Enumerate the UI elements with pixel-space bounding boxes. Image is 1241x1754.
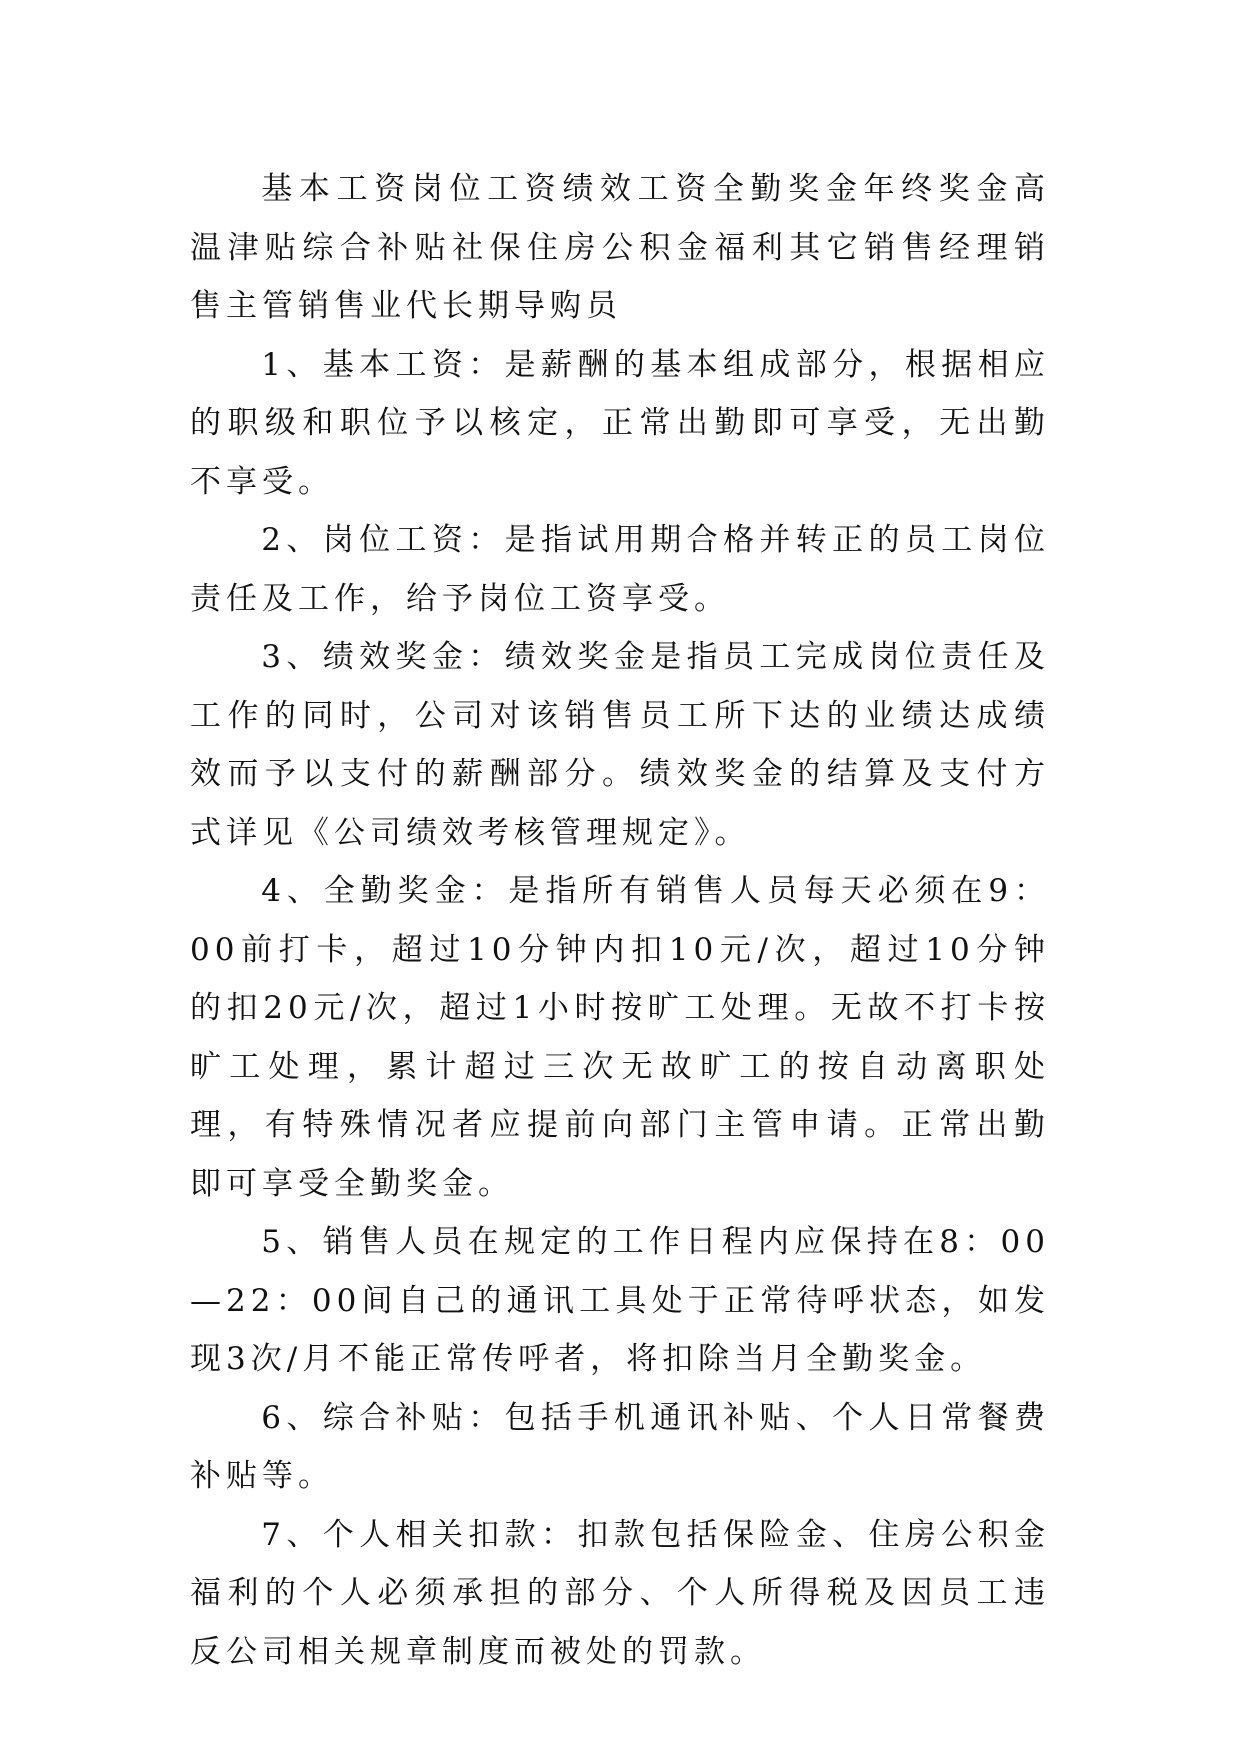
paragraph-communication-rule: 5、销售人员在规定的工作日程内应保持在8：00—22：00间自己的通讯工具处于正常待呼状态，如发现3次/月不能正常传呼者，将扣除当月全勤奖金。 [190, 1224, 1050, 1377]
paragraph-intro: 基本工资岗位工资绩效工资全勤奖金年终奖金高温津贴综合补贴社保住房公积金福利其它销售经理销售主管销售业代长期导购员 [190, 171, 1050, 324]
paragraph-position-salary: 2、岗位工资：是指试用期合格并转正的员工岗位责任及工作，给予岗位工资享受。 [190, 522, 1050, 617]
paragraph-performance-bonus: 3、绩效奖金：绩效奖金是指员工完成岗位责任及工作的同时，公司对该销售员工所下达的业绩达成绩效而予以支付的薪酬部分。绩效奖金的结算及支付方式详见《公司绩效考核管理规定》。 [190, 639, 1050, 851]
paragraph-deductions: 7、个人相关扣款：扣款包括保险金、住房公积金福利的个人必须承担的部分、个人所得税及因员工违反公司相关规章制度而被处的罚款。 [190, 1516, 1050, 1670]
document-body [190, 160, 1050, 1681]
paragraph-attendance-bonus: 4、全勤奖金：是指所有销售人员每天必须在9：00前打卡，超过10分钟内扣10元/次，超过10分钟的扣20元/次，超过1小时按旷工处理。无故不打卡按旷工处理，累计超过三次无故旷工的按自动离职处理，有特殊情况者应提前向部门主管申请。正常出勤即可享受全勤奖金。 [190, 873, 1050, 1202]
paragraph-basic-salary: 1、基本工资：是薪酬的基本组成部分，根据相应的职级和职位予以核定，正常出勤即可享受，无出勤不享受。 [190, 346, 1050, 500]
paragraph-allowance: 6、综合补贴：包括手机通讯补贴、个人日常餐费补贴等。 [190, 1399, 1050, 1494]
